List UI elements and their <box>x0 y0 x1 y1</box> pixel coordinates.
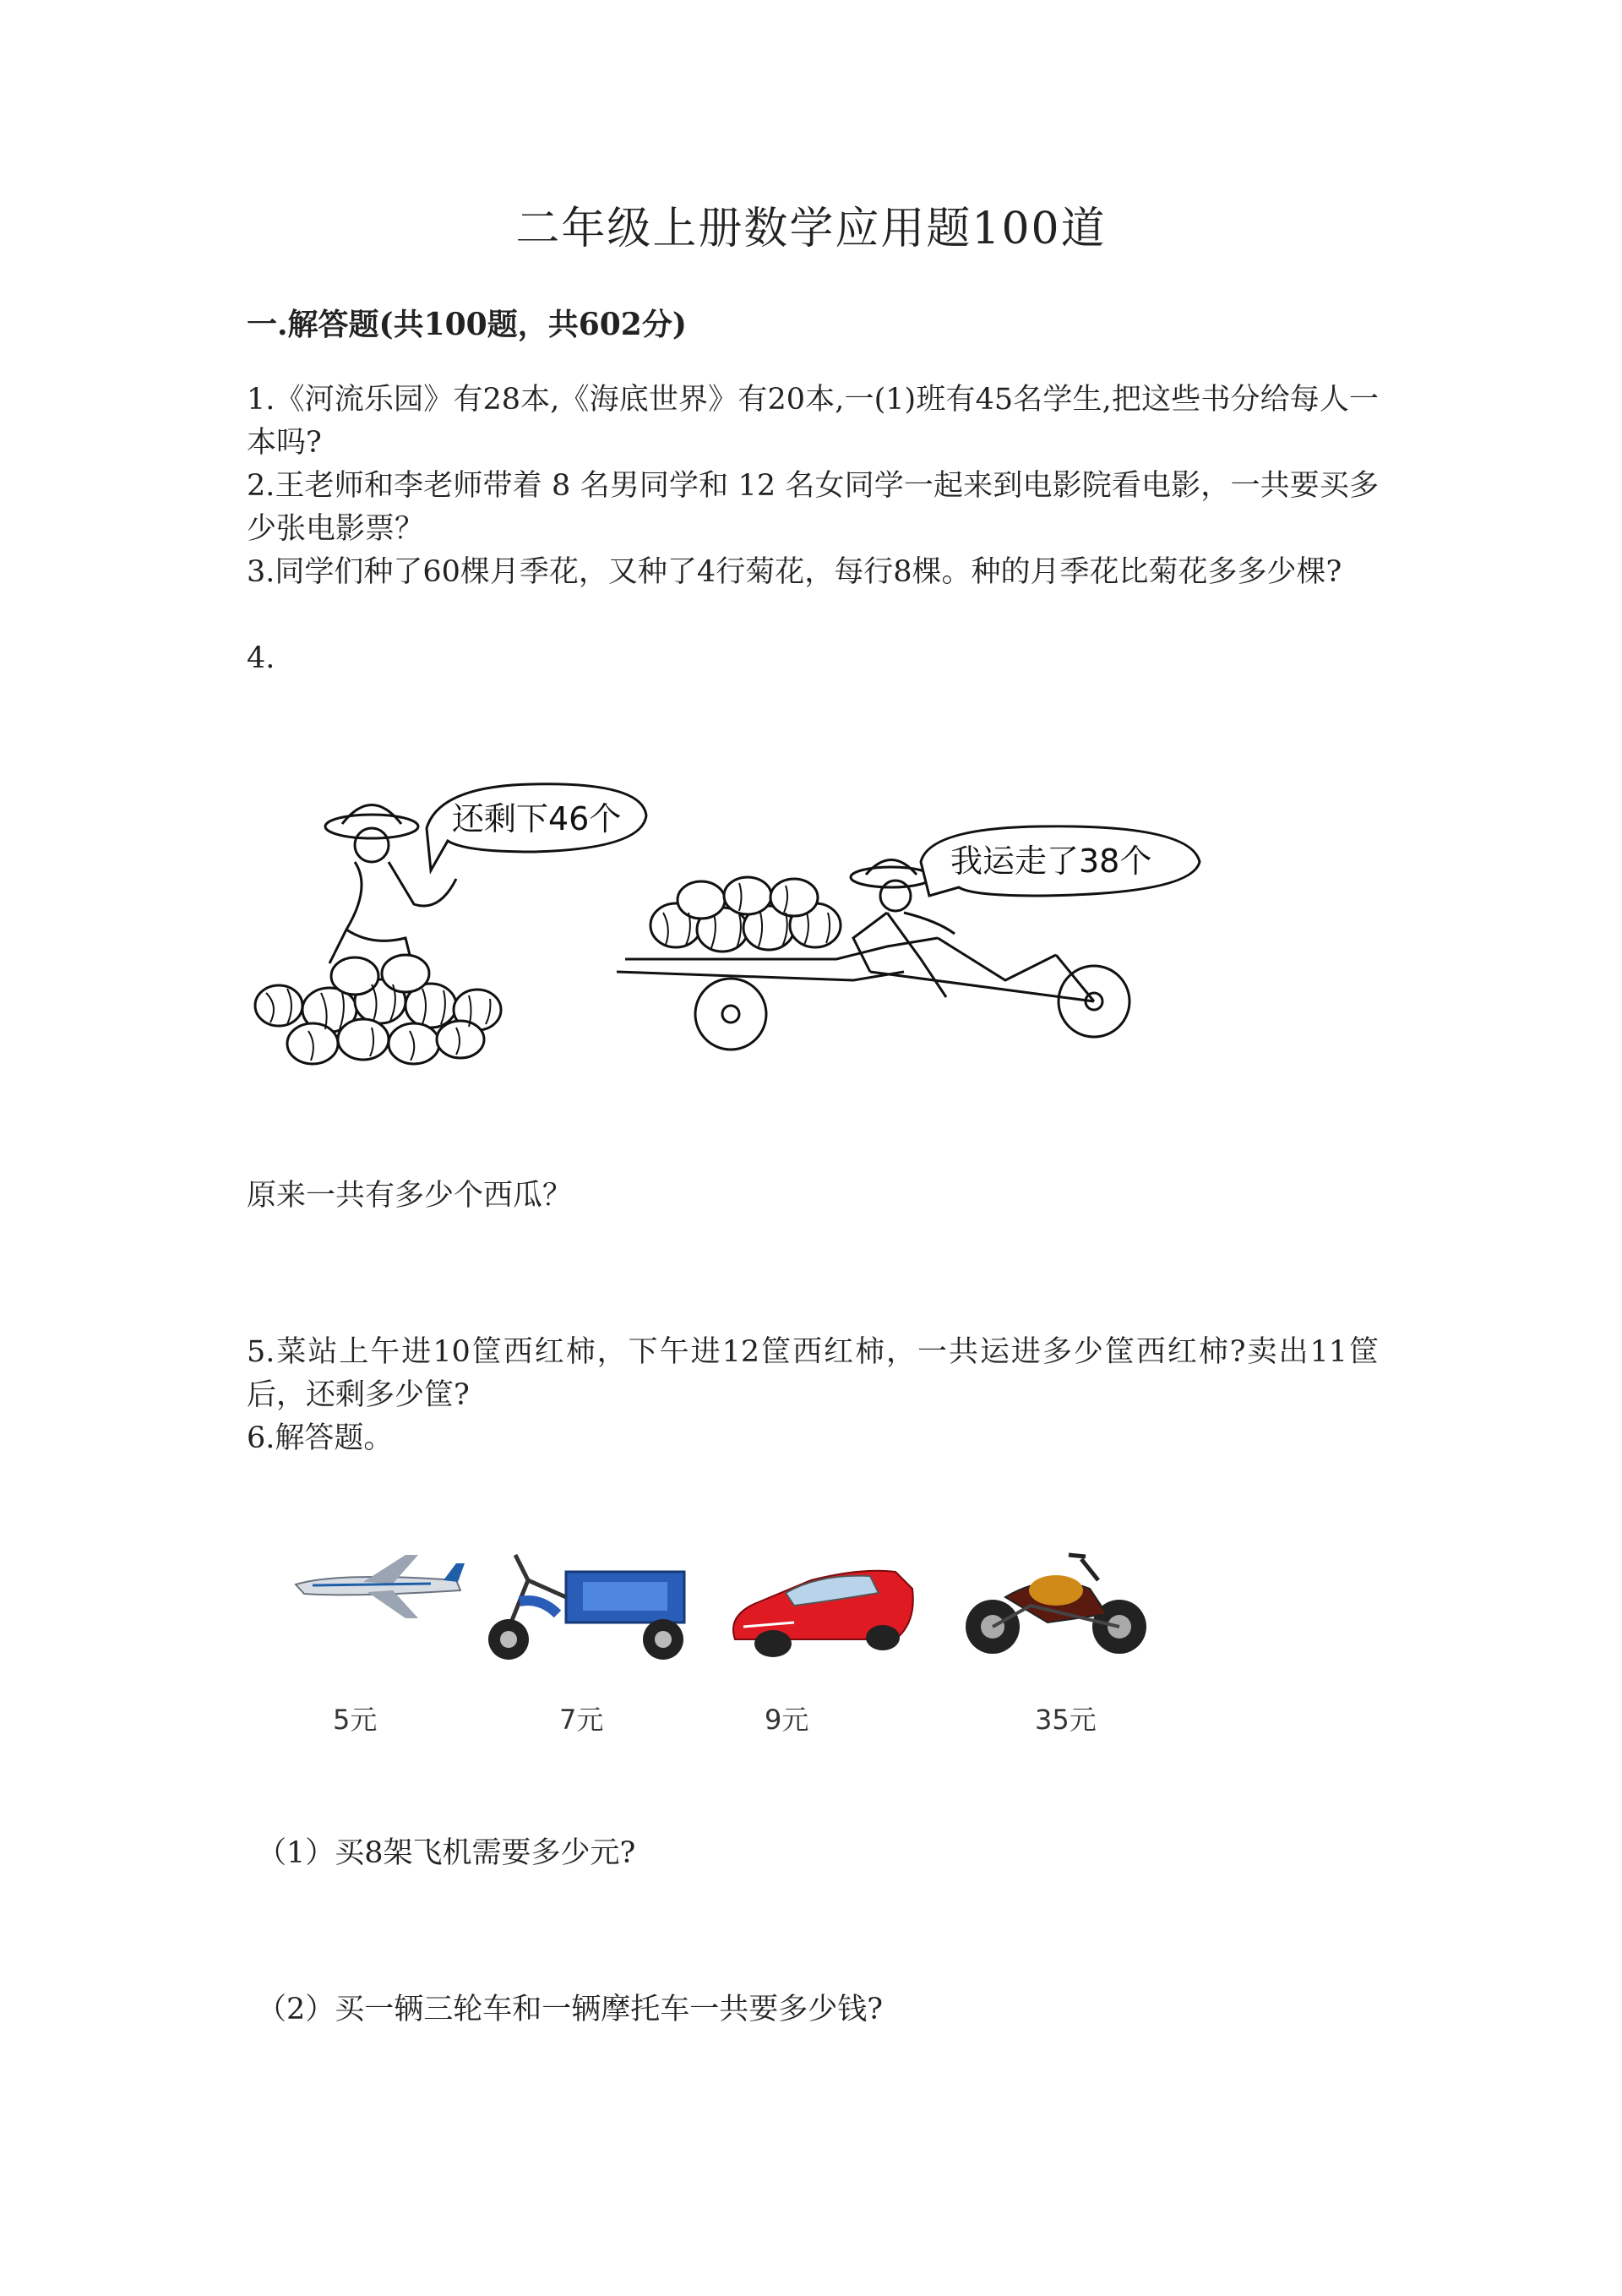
vehicle-illustration <box>287 1521 1166 1673</box>
price-tricycle: 7元 <box>559 1704 604 1736</box>
hat-icon <box>325 815 418 838</box>
price-motorcycle: 35元 <box>1035 1704 1097 1736</box>
question-5: 5.菜站上午进10筐西红柿，下午进12筐西红柿，一共运进多少筐西红柿?卖出11筐后，还剩多少筐? <box>247 1335 1379 1412</box>
motorcycle-icon <box>966 1555 1146 1654</box>
melon-cart-icon <box>650 877 841 952</box>
sports-car-icon <box>733 1571 913 1657</box>
price-airplane: 5元 <box>333 1704 378 1736</box>
question-6-part-2: （2）买一辆三轮车和一辆摩托车一共要多少钱? <box>257 1993 884 2026</box>
airplane-icon <box>296 1555 465 1618</box>
question-4-prompt: 原来一共有多少个西瓜？ <box>247 1179 573 1213</box>
tricycle-icon <box>488 1555 684 1660</box>
question-6: 6.解答题。 <box>247 1421 394 1455</box>
right-speech-bubble: 我运走了38个 <box>950 843 1152 880</box>
page-title: 二年级上册数学应用题100道 <box>515 204 1107 254</box>
section-heading: 一.解答题(共100题，共602分) <box>247 307 687 342</box>
question-1: 1.《河流乐园》有28本,《海底世界》有20本,一(1)班有45名学生,把这些书分给每人一本吗? <box>247 383 1379 460</box>
question-6-part-1: （1）买8架飞机需要多少元? <box>257 1836 636 1870</box>
question-3: 3.同学们种了60棵月季花，又种了4行菊花，每行8棵。种的月季花比菊花多多少棵? <box>247 555 1342 589</box>
left-speech-bubble: 还剩下46个 <box>452 800 622 837</box>
question-4: 4. <box>247 641 275 675</box>
question-2: 2.王老师和李老师带着 8 名男同学和 12 名女同学一起来到电影院看电影，一共要买多少张电影票？ <box>247 469 1379 546</box>
hat-icon <box>851 867 932 887</box>
price-sports-car: 9元 <box>765 1704 809 1736</box>
watermelon-illustration <box>245 777 1259 1082</box>
